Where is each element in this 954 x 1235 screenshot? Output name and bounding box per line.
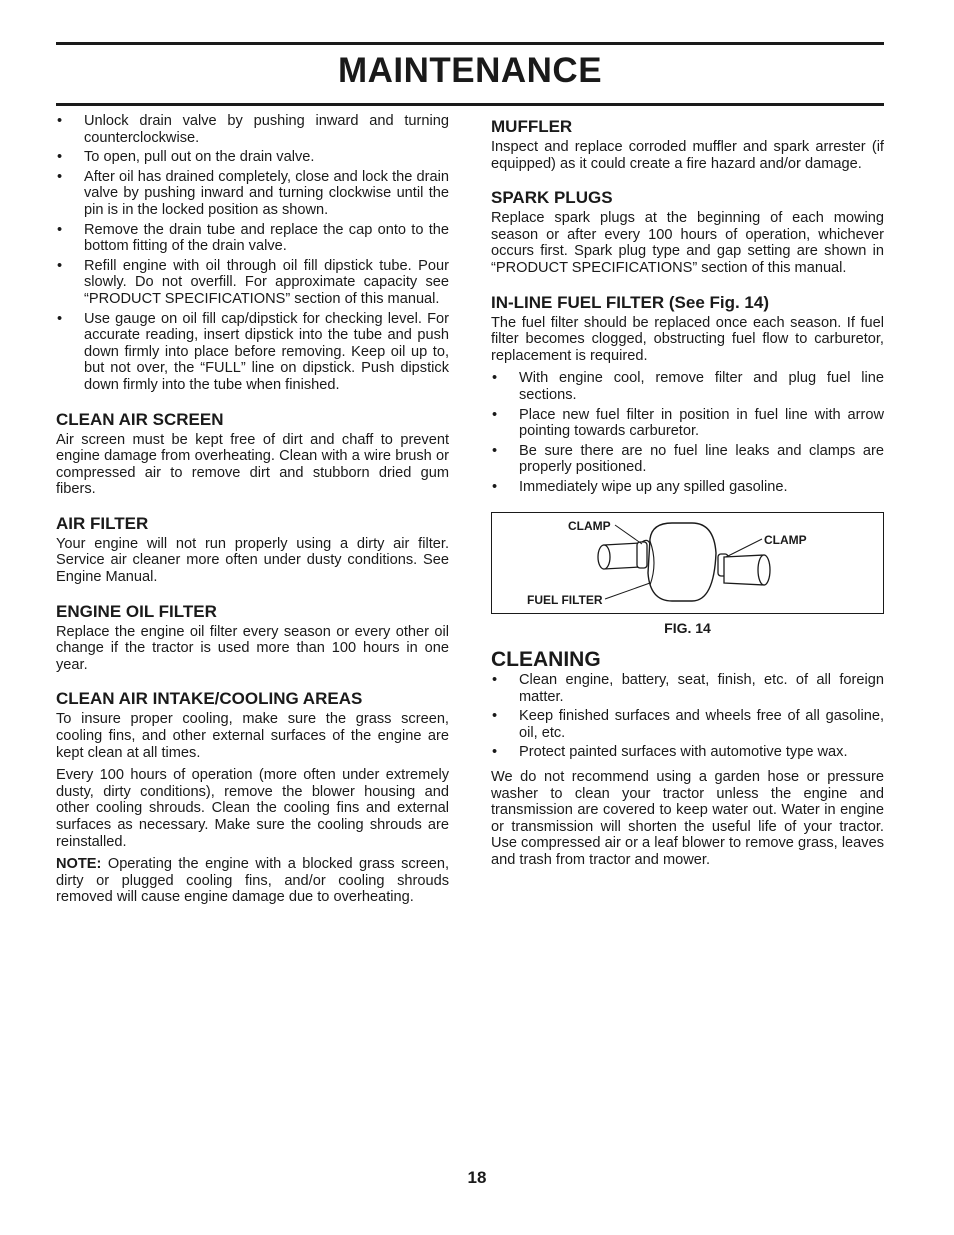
page-number: 18	[467, 1168, 487, 1187]
air-filter-text: Your engine will not run properly using a dirty air filter. Service air cleaner more often under dusty conditions. See Engine Manual.	[56, 535, 449, 586]
right-column	[491, 113, 884, 875]
engine-oil-filter-heading: ENGINE OIL FILTER	[56, 601, 217, 621]
fuel-filter-heading: IN-LINE FUEL FILTER (See Fig. 14)	[491, 292, 770, 312]
fuel-filter-text: The fuel filter should be replaced once each season. If fuel filter becomes clogged, obstructing fuel flow to carburetor, replacement is required.	[491, 314, 884, 364]
list-item: • Refill engine with oil through oil fill dipstick tube. Pour slowly. Do not overfill. For approximate capacity see “PRODUCT SPECIFICATIONS” section of this manual.	[56, 258, 449, 308]
left-column	[56, 113, 449, 912]
page-header	[56, 42, 884, 106]
list-item: • Be sure there are no fuel line leaks and clamps are properly positioned.	[491, 443, 884, 476]
cleaning-list	[491, 672, 884, 761]
drain-steps-list	[56, 113, 449, 394]
list-item: • Unlock drain valve by pushing inward and turning counterclockwise.	[56, 113, 449, 146]
list-item: • With engine cool, remove filter and plug fuel line sections.	[491, 370, 884, 403]
cooling-note	[56, 856, 449, 906]
cooling-areas-para-1: To insure proper cooling, make sure the grass screen, cooling fins, and other external surfaces of the engine are kept clean at all times.	[56, 711, 449, 761]
muffler-heading: MUFFLER	[491, 117, 573, 136]
list-item: • Clean engine, battery, seat, finish, etc. of all foreign matter.	[491, 672, 884, 705]
list-item: • To open, pull out on the drain valve.	[56, 149, 449, 166]
cleaning-heading: CLEANING	[491, 648, 601, 672]
list-item: • Protect painted surfaces with automotive type wax.	[491, 744, 884, 761]
clamp-label-right: CLAMP	[764, 532, 807, 547]
clamp-label-left: CLAMP	[568, 518, 611, 533]
fuel-filter-figure	[491, 512, 884, 614]
note-label: NOTE:	[56, 856, 102, 873]
note-text: Operating the engine with a blocked grass screen, dirty or plugged cooling fins, and/or cooling shrouds removed will cause engine damage due to overheating.	[56, 856, 449, 906]
clean-air-screen-heading: CLEAN AIR SCREEN	[56, 409, 224, 429]
list-item: • After oil has drained completely, close and lock the drain valve by pushing inward and turning clockwise until the pin is in the locked position as shown.	[56, 169, 449, 219]
clean-air-screen-text: Air screen must be kept free of dirt and chaff to prevent engine damage from overheating. Clean with a wire brush or compressed air to remove dirt and stubborn dried gum fibers.	[56, 431, 449, 498]
spark-plugs-text: Replace spark plugs at the beginning of each mowing season or after every 100 hours of operation, whichever occurs first. Spark plug type and gap setting are shown in “PRODUCT SPECIFICATIONS” section of this manual.	[491, 210, 884, 276]
spark-plugs-heading: SPARK PLUGS	[491, 188, 613, 208]
page-title: MAINTENANCE	[337, 51, 603, 90]
figure-caption: FIG. 14	[664, 619, 711, 636]
muffler-text: Inspect and replace corroded muffler and spark arrester (if equipped) as it could create a fire hazard and/or damage.	[491, 139, 884, 172]
cooling-areas-para-2: Every 100 hours of operation (more often under extremely dusty, dirty conditions), remove the blower housing and other cooling shrouds. Clean the cooling fins and external surfaces as necessary. Make sure the cooling shrouds are reinstalled.	[56, 767, 449, 850]
cleaning-text: We do not recommend using a garden hose or pressure washer to clean your tractor unless the engine and transmission are covered to keep water out. Water in engine or transmission will shorten the useful life of your tractor. Use compressed air or a leaf blower to remove grass, leaves and trash from tractor and mower.	[491, 769, 884, 869]
list-item: • Keep finished surfaces and wheels free of all gasoline, oil, etc.	[491, 708, 884, 741]
list-item: • Immediately wipe up any spilled gasoline.	[491, 479, 884, 496]
list-item: • Place new fuel filter in position in fuel line with arrow pointing towards carburetor.	[491, 407, 884, 440]
cooling-areas-heading: CLEAN AIR INTAKE/COOLING AREAS	[56, 689, 363, 709]
air-filter-heading: AIR FILTER	[56, 513, 149, 533]
list-item: • Remove the drain tube and replace the cap onto to the bottom fitting of the drain valve.	[56, 222, 449, 255]
list-item: • Use gauge on oil fill cap/dipstick for checking level. For accurate reading, insert dipstick into the tube and push down firmly into place before removing. Keep oil up to, but not over, the “FULL” line on dipstick. Push dipstick down firmly into the tube when finished.	[56, 311, 449, 394]
engine-oil-filter-text: Replace the engine oil filter every season or every other oil change if the tractor is used more than 100 hours in one year.	[56, 623, 449, 673]
fuel-filter-label: FUEL FILTER	[527, 592, 603, 607]
fuel-filter-steps-list	[491, 370, 884, 495]
